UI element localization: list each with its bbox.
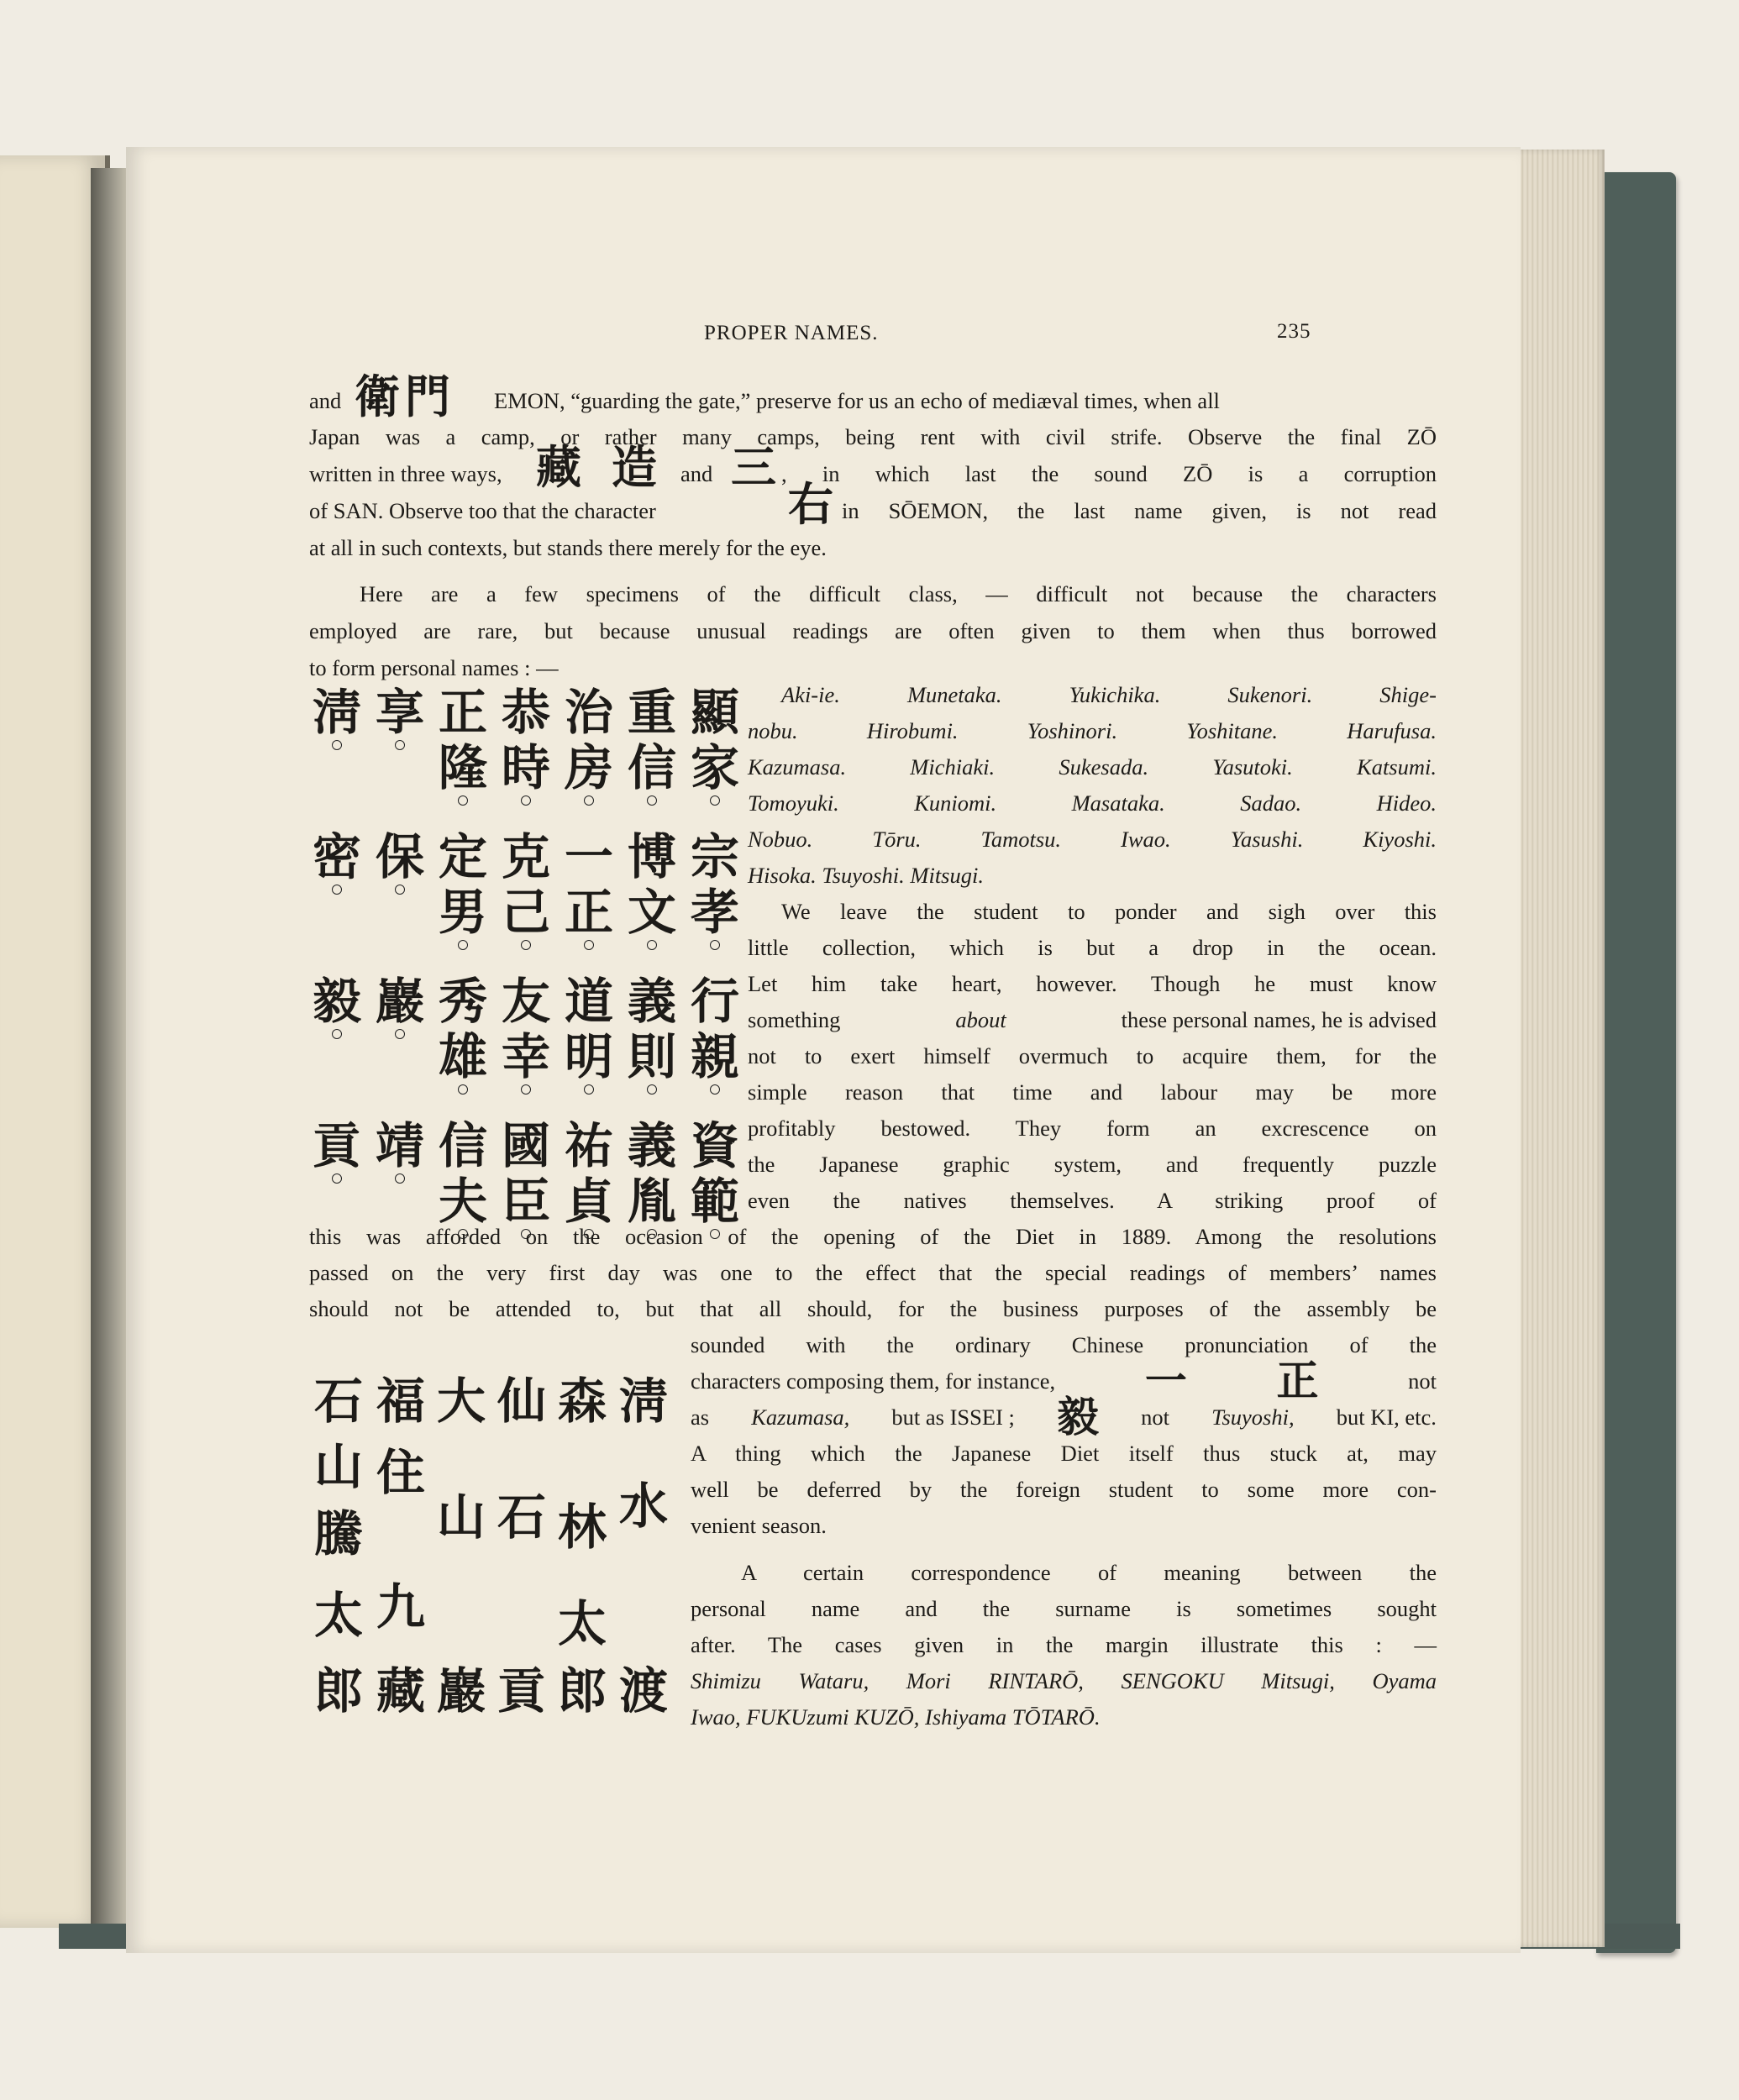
text-segment: Tsuyoshi,	[1211, 1404, 1295, 1430]
text-segment: something	[748, 1007, 841, 1032]
kanji-sei: 正	[1276, 1357, 1319, 1405]
para3-line11: passed on the very first day was one to the effect that the special readings of members’ names	[309, 1260, 1437, 1285]
name-char: 秀	[438, 973, 487, 1030]
kanji-ichi: 一	[1144, 1357, 1187, 1405]
name-char: 房	[564, 739, 613, 796]
para3-line2: little collection, which is but a drop in the ocean.	[748, 935, 1437, 960]
name-col	[311, 1118, 363, 1184]
name-col	[563, 974, 615, 1095]
name-char: 毅	[312, 973, 361, 1030]
para3-line8: the Japanese graphic system, and frequently puzzle	[748, 1152, 1437, 1177]
name-chars	[500, 829, 552, 940]
name-char: 克	[501, 828, 550, 885]
name-chars	[626, 1118, 678, 1229]
kanji-zo-3: 三	[731, 441, 776, 494]
text-segment: characters composing them, for instance,	[691, 1368, 1056, 1394]
name-chars	[563, 685, 615, 795]
name-char: 時	[501, 739, 550, 796]
name-char: 範	[690, 1173, 739, 1230]
name-char: 夫	[438, 1173, 487, 1230]
text-segment: but as ISSEI ;	[891, 1404, 1015, 1430]
name-char: 道	[564, 973, 613, 1030]
surname-char: 淸	[618, 1373, 668, 1430]
para3-line7: profitably bestowed. They form an excrescence on	[748, 1116, 1437, 1141]
name-char: 靖	[375, 1117, 424, 1174]
name-col	[689, 974, 741, 1095]
para3-line16: A thing which the Japanese Diet itself thus stuck at, may	[691, 1441, 1437, 1466]
name-col	[500, 685, 552, 806]
name-col	[626, 685, 678, 806]
name-char: 一	[564, 828, 613, 885]
para3-line15	[691, 1393, 1437, 1441]
book-cover-edge	[1596, 172, 1676, 1953]
para3-line1: We leave the student to ponder and sigh over this	[781, 899, 1437, 924]
name-chars	[626, 974, 678, 1084]
surname-char: 藏	[376, 1662, 425, 1719]
name-char: 享	[375, 684, 424, 741]
para3-line18: venient season.	[691, 1513, 827, 1538]
name-char: 己	[501, 884, 550, 941]
para1-line3-end: , in which last the sound ZŌ is a corruption	[781, 461, 1437, 486]
name-char: 顯	[690, 684, 739, 741]
name-char: 信	[627, 739, 676, 796]
para3-line9: even the natives themselves. A striking proof of	[748, 1188, 1437, 1213]
para1-line4-start: of SAN. Observe too that the character	[309, 498, 656, 523]
name-char: 恭	[501, 684, 550, 741]
name-char: 博	[627, 828, 676, 885]
surname-char: 福	[376, 1373, 425, 1430]
name-col	[563, 685, 615, 806]
name-col	[311, 974, 363, 1039]
surname-char: 石	[313, 1373, 363, 1430]
name-chars	[311, 685, 363, 740]
name-col	[374, 974, 426, 1039]
name-chars	[311, 974, 363, 1029]
name-char: 正	[564, 884, 613, 941]
name-col	[374, 685, 426, 750]
name-char: 國	[501, 1117, 550, 1174]
surname-char: 大	[436, 1373, 486, 1430]
readings-line2: nobu. Hirobumi. Yoshinori. Yoshitane. Harufusa.	[748, 718, 1437, 743]
para2-line3: to form personal names : —	[309, 655, 559, 680]
name-char: 胤	[627, 1173, 676, 1230]
name-char: 男	[438, 884, 487, 941]
para3-line13: sounded with the ordinary Chinese pronunciation of the	[691, 1332, 1437, 1357]
name-char: 定	[438, 828, 487, 885]
name-char: 密	[312, 828, 361, 885]
surname-char: 騰	[313, 1505, 363, 1562]
name-chars	[563, 829, 615, 940]
surname-char: 水	[618, 1478, 668, 1535]
para4-line4: Shimizu Wataru, Mori RINTARŌ, SENGOKU Mitsugi, Oyama	[691, 1668, 1437, 1693]
name-chars	[500, 685, 552, 795]
surname-char: 森	[557, 1373, 607, 1430]
name-chars	[500, 1118, 552, 1229]
name-col	[500, 974, 552, 1095]
name-chars	[689, 685, 741, 795]
name-char: 淸	[312, 684, 361, 741]
surname-char: 山	[436, 1488, 486, 1546]
surname-char: 太	[557, 1595, 607, 1652]
text-segment: these personal names, he is advised	[1121, 1007, 1437, 1032]
name-char: 文	[627, 884, 676, 941]
para4-line5: Iwao, FUKUzumi KUZŌ, Ishiyama TŌTARŌ.	[691, 1704, 1101, 1730]
para1-line2: Japan was a camp, or rather many camps, being rent with civil strife. Observe the final ZŌ	[309, 424, 1437, 449]
name-char: 友	[501, 973, 550, 1030]
text-segment: as	[691, 1404, 710, 1430]
name-char: 義	[627, 1117, 676, 1174]
name-char: 明	[564, 1028, 613, 1085]
kanji-u: 右	[788, 478, 833, 531]
name-col	[689, 685, 741, 806]
name-char: 行	[690, 973, 739, 1030]
name-char: 臣	[501, 1173, 550, 1230]
kanji-zo-1: 藏	[536, 441, 581, 494]
surname-char: 貢	[496, 1662, 546, 1719]
kanji-zo-2: 造	[612, 441, 657, 494]
name-char: 資	[690, 1117, 739, 1174]
surname-char: 林	[557, 1499, 607, 1556]
para1-line1-end: EMON, “guarding the gate,” preserve for us an echo of mediæval times, when all	[494, 388, 1220, 413]
name-col	[563, 829, 615, 950]
name-chars	[626, 829, 678, 940]
name-col	[311, 829, 363, 895]
text-segment: Kazumasa,	[751, 1404, 850, 1430]
name-char: 信	[438, 1117, 487, 1174]
surname-char: 九	[376, 1578, 425, 1635]
para1-line3-start: written in three ways,	[309, 461, 502, 486]
surname-char: 仙	[496, 1373, 546, 1430]
name-char: 隆	[438, 739, 487, 796]
name-char: 家	[690, 739, 739, 796]
page-number: 235	[1277, 320, 1311, 343]
name-chars	[500, 974, 552, 1084]
surname-char: 住	[376, 1444, 425, 1501]
name-col	[689, 829, 741, 950]
running-head-title: PROPER NAMES.	[704, 322, 879, 344]
readings-line4: Tomoyuki. Kuniomi. Masataka. Sadao. Hideo.	[748, 790, 1437, 816]
name-char: 親	[690, 1028, 739, 1085]
name-chars	[437, 829, 489, 940]
text-segment: but KI, etc.	[1336, 1404, 1437, 1430]
name-col	[311, 685, 363, 750]
name-chars	[689, 974, 741, 1084]
book-page	[126, 147, 1521, 1953]
para3-line12: should not be attended to, but that all should, for the business purposes of the assembly be	[309, 1296, 1437, 1321]
name-char: 貢	[312, 1117, 361, 1174]
name-col	[437, 685, 489, 806]
para3-line17: well be deferred by the foreign student to some more con-	[691, 1477, 1437, 1502]
name-chars	[689, 1118, 741, 1229]
name-chars	[374, 685, 426, 740]
name-chars	[437, 685, 489, 795]
surname-char: 石	[496, 1488, 546, 1546]
text-segment: about	[955, 1007, 1006, 1032]
text-segment: not	[1408, 1368, 1437, 1394]
name-char: 幸	[501, 1028, 550, 1085]
para3-line4	[748, 1001, 1437, 1038]
name-char: 重	[627, 684, 676, 741]
text-segment: not	[1141, 1404, 1170, 1430]
para2-line2: employed are rare, but because unusual readings are often given to them when thus borrowed	[309, 618, 1437, 643]
name-chars	[563, 1118, 615, 1229]
para4-line2: personal name and the surname is sometimes sought	[691, 1596, 1437, 1621]
name-char: 義	[627, 973, 676, 1030]
para2-line1: Here are a few specimens of the difficult class, — difficult not because the characters	[360, 581, 1437, 606]
name-col	[500, 829, 552, 950]
para1-line3-and: and	[680, 461, 713, 486]
name-char: 治	[564, 684, 613, 741]
name-col	[374, 1118, 426, 1184]
name-chars	[437, 1118, 489, 1229]
name-col	[437, 829, 489, 950]
para3-line10: this was afforded on the occasion of the opening of the Diet in 1889. Among the resolutions	[309, 1224, 1437, 1249]
readings-line3: Kazumasa. Michiaki. Sukesada. Yasutoki. Katsumi.	[748, 754, 1437, 780]
surname-char: 太	[313, 1587, 363, 1644]
name-char: 巖	[375, 973, 424, 1030]
name-char: 雄	[438, 1028, 487, 1085]
readings-line6: Hisoka. Tsuyoshi. Mitsugi.	[748, 863, 984, 888]
kanji-ki: 毅	[1057, 1393, 1100, 1441]
name-chars	[626, 685, 678, 795]
name-char: 保	[375, 828, 424, 885]
para3-line6: simple reason that time and labour may be more	[748, 1079, 1437, 1105]
para1-line1-start: and	[309, 388, 342, 413]
name-char: 宗	[690, 828, 739, 885]
name-chars	[374, 1118, 426, 1173]
name-chars	[437, 974, 489, 1084]
para3-line5: not to exert himself overmuch to acquire them, for the	[748, 1043, 1437, 1068]
name-char: 則	[627, 1028, 676, 1085]
name-char: 正	[438, 684, 487, 741]
name-chars	[689, 829, 741, 940]
para4-line1: A certain correspondence of meaning between the	[741, 1560, 1437, 1585]
name-col	[626, 974, 678, 1095]
surname-char: 山	[313, 1438, 363, 1495]
para1-line4-end: in SŌEMON, the last name given, is not read	[842, 498, 1437, 523]
readings-line1: Aki-ie. Munetaka. Yukichika. Sukenori. Shige-	[781, 682, 1437, 707]
para3-line3: Let him take heart, however. Though he must know	[748, 971, 1437, 996]
name-col	[626, 829, 678, 950]
name-chars	[311, 829, 363, 885]
name-chars	[374, 974, 426, 1029]
name-col	[374, 829, 426, 895]
surname-char: 渡	[618, 1662, 668, 1719]
surname-char: 郎	[557, 1662, 607, 1719]
name-chars	[374, 829, 426, 885]
kanji-emon: 衛門	[355, 370, 455, 423]
name-char: 祐	[564, 1117, 613, 1174]
surname-char: 郎	[313, 1662, 363, 1719]
name-char: 貞	[564, 1173, 613, 1230]
para4-line3: after. The cases given in the margin illustrate this : —	[691, 1632, 1437, 1657]
surname-char: 巖	[436, 1662, 486, 1719]
readings-line5: Nobuo. Tōru. Tamotsu. Iwao. Yasushi. Kiyoshi.	[748, 827, 1437, 852]
name-col	[437, 974, 489, 1095]
para1-line5: at all in such contexts, but stands there merely for the eye.	[309, 535, 827, 560]
name-chars	[563, 974, 615, 1084]
name-char: 孝	[690, 884, 739, 941]
name-chars	[311, 1118, 363, 1173]
